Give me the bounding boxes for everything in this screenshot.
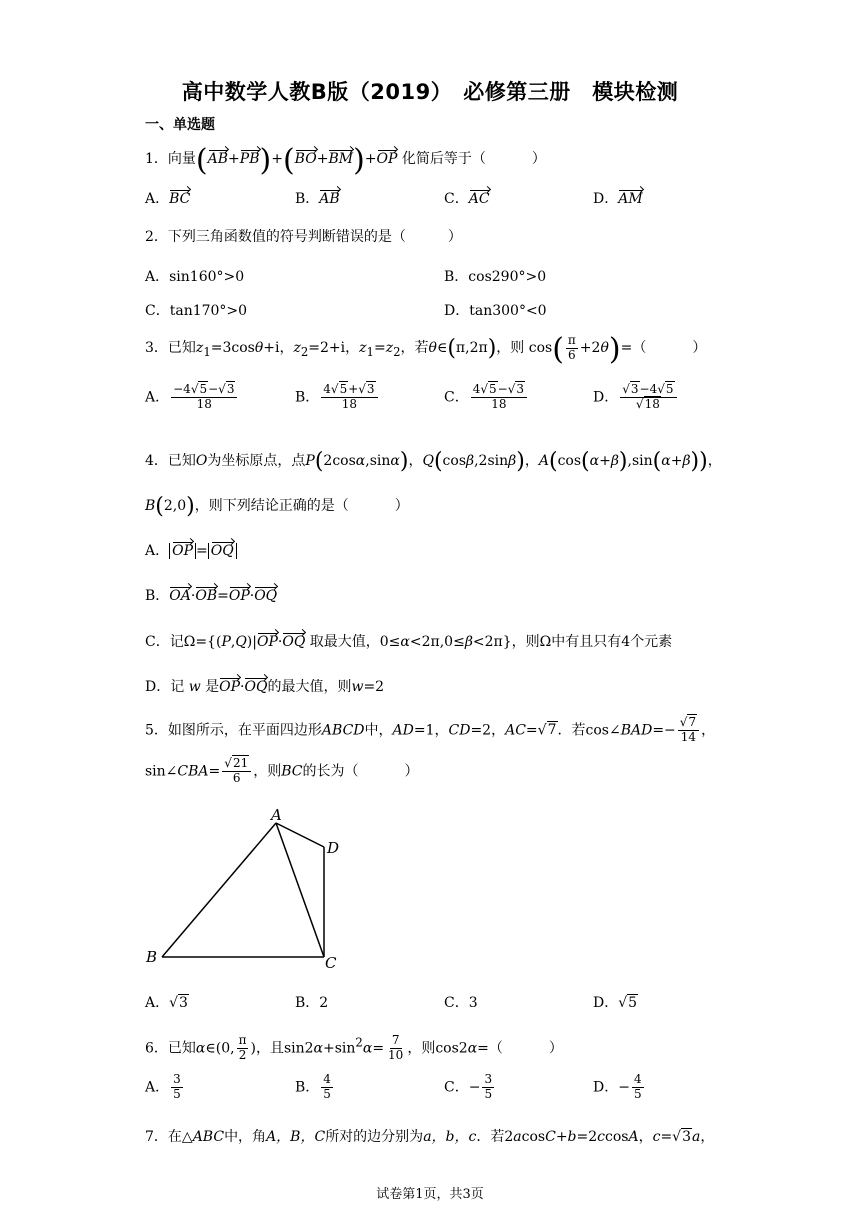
figure-label-d: D xyxy=(327,839,340,857)
q6-option-c[interactable]: C．− $\frac{3}{5}$ xyxy=(444,1072,493,1101)
q4-option-b[interactable]: B．OA·OB=OP·OQ xyxy=(145,588,278,604)
q2-option-d[interactable]: D．tan300°<0 xyxy=(444,303,547,319)
question-1-stem: 1．向量(AB+PB)+(BO+BM)+OP 化简后等于（ ） xyxy=(145,143,546,178)
question-4-stem-line2: B(2,0)，则下列结论正确的是（ ） xyxy=(145,494,409,519)
question-2-stem: 2．下列三角函数值的符号判断错误的是（ ） xyxy=(145,229,462,245)
q3-option-d[interactable]: D． $\frac{√3-4√5}{√18}$ xyxy=(593,383,679,412)
page-title: 高中数学人教B版（2019） 必修第三册 模块检测 xyxy=(181,80,679,104)
q6-option-d[interactable]: D．− $\frac{4}{5}$ xyxy=(593,1072,642,1101)
q1-option-d[interactable]: D．AM xyxy=(593,191,643,207)
question-6-stem: 6．已知α∈(0, $\frac{\pi}{2}$ )，且$\sin 2\alpha+\sin^2\alpha=$ $\frac{7}{10}$ ，则cos2α=（ ） xyxy=(145,1033,563,1062)
q1-option-b[interactable]: B．AB xyxy=(295,191,340,207)
q4-option-c[interactable]: C．记Ω={(P,Q)|OP·OQ 取最大值，0≤α<2π,0≤β<2π}，则Ω中有且只有4个元素 xyxy=(145,634,673,650)
question-5-stem-line2: sin∠CBA= $\frac{√21}{6}$ ，则BC的长为（ ） xyxy=(145,756,419,785)
q3-option-c[interactable]: C． $\frac{4√5-√3}{18}$ xyxy=(444,383,529,412)
q4-option-a[interactable]: A． OP = OQ xyxy=(145,540,237,560)
q5-option-c[interactable]: C．3 xyxy=(444,995,478,1011)
question-3-stem: 3．已知$z_1=3\cos\theta+i$，$z_2=2+i$，$z_1=z_2$，若θ∈(π,2π)，则 cos( $\frac{\pi}{6}$ +2θ)=（ ） xyxy=(145,332,707,367)
q2-option-c[interactable]: C．tan170°>0 xyxy=(145,303,248,319)
question-7-stem: 7．在△ABC中，角A，B，C所对的边分别为a，b，c．若2acosC+b=2ccosA，c=√3a， xyxy=(145,1129,715,1145)
quadrilateral-figure xyxy=(140,800,350,975)
figure-label-b: B xyxy=(146,948,158,966)
q5-option-a[interactable]: A．√3 xyxy=(145,995,188,1011)
question-4-stem: 4．已知O为坐标原点，点P(2cosα,sinα)，Q(cosβ,2sinβ)，A(cos(α+β),sin(α+β))， xyxy=(145,449,722,474)
figure-label-c: C xyxy=(325,954,337,972)
q6-option-a[interactable]: A． $\frac{3}{5}$ xyxy=(145,1072,181,1101)
q3-option-b[interactable]: B． $\frac{4√5+√3}{18}$ xyxy=(295,383,380,412)
section-heading: 一、单选题 xyxy=(145,117,215,133)
q2-option-b[interactable]: B．cos290°>0 xyxy=(444,269,547,285)
q6-option-b[interactable]: B． $\frac{4}{5}$ xyxy=(295,1072,331,1101)
figure-label-a: A xyxy=(271,806,282,824)
q5-option-b[interactable]: B．2 xyxy=(295,995,329,1011)
page-footer: 试卷第1页，共3页 xyxy=(376,1187,484,1202)
q2-option-a[interactable]: A．sin160°>0 xyxy=(145,269,245,285)
q3-option-a[interactable]: A． $\frac{-4√5-√3}{18}$ xyxy=(145,383,239,412)
q4-option-d[interactable]: D．记 w 是OP·OQ的最大值，则w=2 xyxy=(145,679,385,695)
q1-option-c[interactable]: C．AC xyxy=(444,191,490,207)
q5-option-d[interactable]: D．√5 xyxy=(593,995,638,1011)
q1-option-a[interactable]: A．BC xyxy=(145,191,191,207)
question-5-stem: 5．如图所示，在平面四边形ABCD中，AD=1，CD=2，AC=√7．若cos∠BAD=− $\frac{√7}{14}$ ， xyxy=(145,715,716,744)
